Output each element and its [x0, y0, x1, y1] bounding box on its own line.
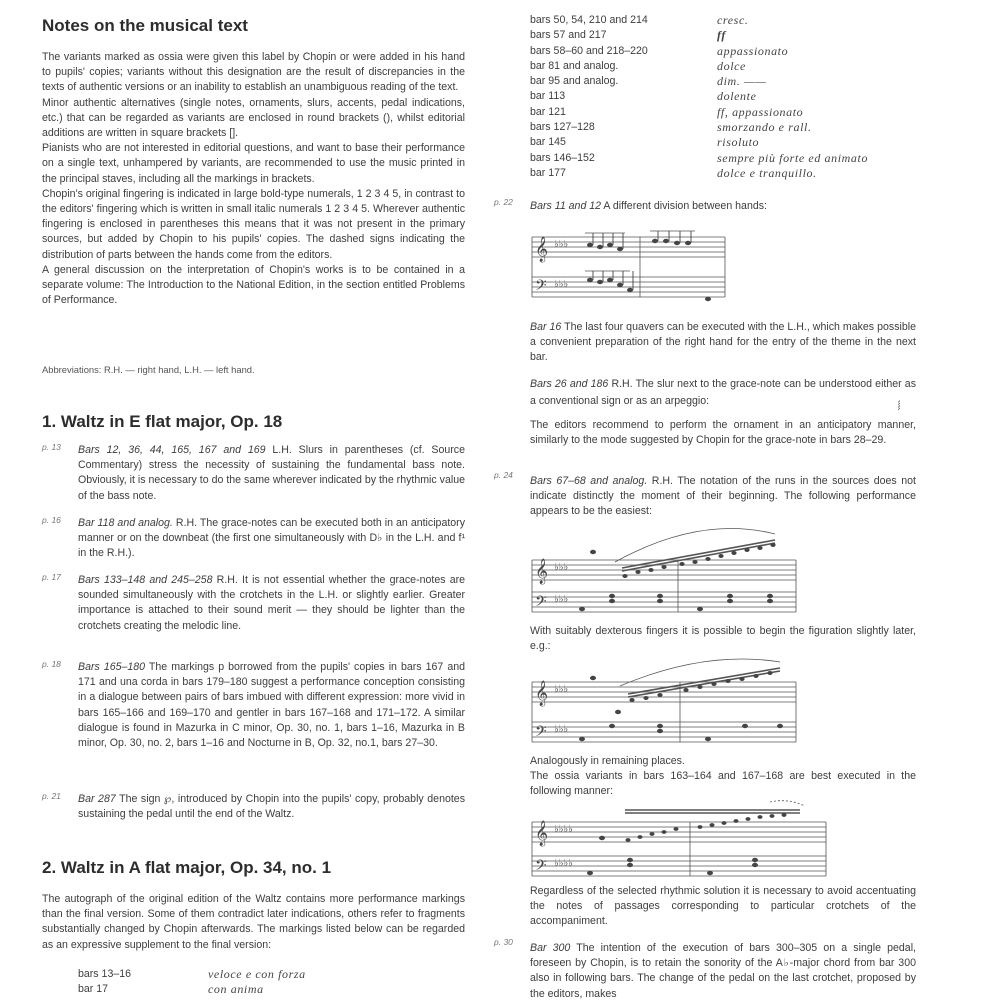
bars-cell: bar 177 — [530, 166, 566, 179]
entry-lead: Bars 165–180 — [78, 661, 146, 673]
page-ref: p. 13 — [42, 442, 61, 452]
commentary-entry — [78, 792, 465, 822]
section-title: 2. Waltz in A flat major, Op. 34, no. 1 — [42, 858, 332, 877]
svg-text:♭♭♭: ♭♭♭ — [554, 239, 569, 250]
commentary-entry: With suitably dexterous fingers it is possible to begin the figuration slightly later, e.g.: — [530, 625, 916, 653]
marking-cell: dim. —— — [717, 74, 767, 89]
entry-lead: Bars 12, 36, 44, 165, 167 and 169 — [78, 444, 266, 456]
marking-cell: cresc. — [717, 13, 749, 27]
marking-cell: ff, appassionato — [717, 104, 804, 119]
section-title: 1. Waltz in E flat major, Op. 18 — [42, 412, 283, 431]
page-ref: p. 16 — [42, 515, 61, 525]
entry-lead: Bars 67–68 and analog. — [530, 475, 648, 487]
markings-row — [530, 105, 868, 120]
svg-text:𝄞: 𝄞 — [535, 681, 549, 706]
marking-cell: dolente — [717, 89, 757, 104]
svg-text:𝄢: 𝄢 — [535, 857, 547, 878]
svg-text:𝄢: 𝄢 — [535, 723, 547, 744]
music-example — [530, 652, 800, 750]
entry-text: A different division between hands: — [601, 200, 767, 212]
page-ref: p. 18 — [42, 659, 61, 669]
bars-cell: bars 50, 54, 210 and 214 — [530, 14, 648, 26]
bars-cell: bars 13–16 — [78, 968, 132, 980]
svg-text:𝄞: 𝄞 — [535, 237, 549, 262]
music-example — [530, 225, 730, 307]
entry-lead: Bar 118 and analog. — [78, 517, 173, 529]
page-ref: p. 30 — [494, 937, 513, 947]
page-ref: p. 24 — [494, 470, 513, 480]
page-ref: p. 17 — [42, 572, 61, 582]
marking-cell: dolce — [717, 58, 746, 73]
commentary-entry — [530, 941, 916, 1002]
commentary-entry — [78, 660, 465, 751]
svg-text:♭♭♭♭: ♭♭♭♭ — [554, 858, 573, 869]
abbreviations: Abbreviations: R.H. — right hand, L.H. — left hand. — [42, 364, 255, 375]
svg-text:♭♭♭: ♭♭♭ — [554, 724, 569, 735]
entry-lead: Bar 16 — [530, 321, 562, 333]
entry-text: The sign ℘, introduced by Chopin into the pupils' copy, probably denotes sustaining the pedal until the end of the Waltz. — [78, 793, 465, 821]
music-example — [530, 520, 800, 620]
markings-row — [530, 13, 868, 28]
intro-paragraph: Pianists who are not interested in editorial questions, and want to base their performance on a single text, unhampered by variants, are recommended to use the music printed in the principal staves, including all the markings in brackets. — [42, 142, 465, 185]
svg-text:𝄞: 𝄞 — [535, 559, 549, 584]
marking-cell: ff — [717, 28, 726, 43]
bars-cell: bar 113 — [530, 90, 566, 103]
svg-text:♭♭♭♭: ♭♭♭♭ — [554, 824, 573, 835]
markings-table — [530, 13, 868, 181]
commentary-entry — [530, 320, 916, 366]
markings-row — [530, 120, 868, 135]
marking-cell: con anima — [208, 982, 264, 997]
entry-text: R.H. It is not essential whether the grace-notes are sounded simultaneously with the crotchets in the L.H. or slightly earlier. Greater importance is attached to their sound merit — they should be lighter than the crotchets creating the melodic line. — [78, 574, 466, 632]
markings-row — [78, 967, 306, 982]
arpeggio-sign-icon: 𝆃 — [898, 398, 901, 413]
intro-block — [42, 50, 465, 308]
page-title: Notes on the musical text — [42, 16, 248, 35]
intro-paragraph: A general discussion on the interpretation of Chopin's works is to be contained in a separate volume: The Introduction to the National Edition, in the section entitled Problems of Performance. — [42, 263, 465, 307]
markings-row — [530, 44, 868, 59]
svg-text:𝄢: 𝄢 — [535, 277, 547, 298]
svg-text:♭♭♭: ♭♭♭ — [554, 562, 569, 573]
bars-cell: bars 57 and 217 — [530, 29, 607, 42]
intro-paragraph: The variants marked as ossia were given this label by Chopin or were added in his hand to pupils' copies; variants without this designation are the result of discrepancies in the texts of authentic versions or an inability to establish an unambiguous reading of the text. — [42, 51, 465, 94]
entry-lead: Bars 26 and 186 — [530, 378, 609, 390]
marking-cell: veloce e con forza — [208, 967, 306, 981]
commentary-entry — [530, 376, 916, 410]
markings-row — [78, 982, 306, 997]
markings-row — [530, 135, 868, 150]
bars-cell: bar 121 — [530, 105, 566, 118]
marking-cell: appassionato — [717, 43, 789, 58]
bars-cell: bars 127–128 — [530, 121, 595, 134]
section-paragraph: The autograph of the original edition of the Waltz contains more performance markings than the final version. Some of them contradict later indications, others refer to fragments substantially changed by Chopin afterwards. The markings listed below can be regarded as an expressive supplement to the final version: — [42, 893, 465, 951]
bars-cell: bar 95 and analog. — [530, 75, 619, 88]
bars-cell: bar 145 — [530, 136, 566, 149]
markings-row — [530, 89, 868, 104]
entry-lead: Bar 287 — [78, 793, 116, 805]
intro-paragraph: Minor authentic alternatives (single notes, ornaments, slurs, accents, pedal indications, etc.) that can be regarded as variants are enclosed in round brackets (), whilst editorial additions are written in square brackets []. — [42, 96, 465, 140]
commentary-entry — [530, 474, 916, 520]
svg-text:𝄞: 𝄞 — [535, 821, 549, 846]
marking-cell: dolce e tranquillo. — [717, 165, 817, 180]
entry-lead: Bars 133–148 and 245–258 — [78, 574, 213, 586]
markings-row — [530, 28, 868, 43]
markings-table — [78, 967, 306, 998]
markings-row — [530, 166, 868, 181]
page-ref: p. 22 — [494, 197, 513, 207]
commentary-entry — [78, 573, 465, 634]
bars-cell: bar 17 — [78, 983, 109, 996]
bars-cell: bars 146–152 — [530, 151, 595, 164]
commentary-entry: Analogously in remaining places. — [530, 755, 685, 767]
commentary-entry — [78, 516, 465, 562]
markings-row — [530, 151, 868, 166]
svg-text:♭♭♭: ♭♭♭ — [554, 594, 569, 605]
commentary-entry: The ossia variants in bars 163–164 and 167–168 are best executed in the following manner: — [530, 770, 916, 798]
marking-cell: smorzando e rall. — [717, 120, 812, 135]
svg-text:♭♭♭: ♭♭♭ — [554, 279, 569, 290]
entry-text: The last four quavers can be executed with the L.H., which makes possible a convenient preparation of the right hand for the entry of the theme in the next bar. — [530, 321, 916, 364]
svg-text:♭♭♭: ♭♭♭ — [554, 684, 569, 695]
marking-cell: sempre più forte ed animato — [717, 150, 869, 165]
svg-text:𝄢: 𝄢 — [535, 593, 547, 614]
entry-text: The markings p borrowed from the pupils' copies in bars 167 and 171 and una corda in bars 179–180 suggest a performance conception consisting in a dialogue between pairs of bars imbued with different expression: more vivid in bars 165–166 and 169–170 and gentler in bars 167–168 and 171–172. A similar dialogue is found in Mazurka in C minor, Op. 30, no. 1, bars 1–16, Mazurka in B minor, Op. 30, no. 2, bars 1–16 and Nocturne in B, Op. 32, no.1, bars 27–30. — [78, 661, 466, 750]
entry-text: R.H. The notation of the runs in the sources does not indicate distinctly the moment of their beginning. The following performance appears to be the easiest: — [530, 475, 916, 518]
commentary-entry: Regardless of the selected rhythmic solution it is necessary to avoid accentuating the notes of passages corresponding to particular crotchets of the accompaniment. — [530, 885, 916, 928]
entry-lead: Bars 11 and 12 — [530, 200, 602, 212]
entry-text: R.H. The grace-notes can be executed both in an anticipatory manner or on the downbeat (the first one simultaneously with D♭ in the L.H. and f¹ in the R.H.). — [78, 517, 466, 560]
entry-text: R.H. The slur next to the grace-note can be understood either as a conventional sign or as an arpeggio: — [530, 378, 916, 407]
commentary-entry: The editors recommend to perform the ornament in an anticipatory manner, similarly to the mode suggested by Chopin for the grace-note in bars 28–29. — [530, 419, 916, 447]
markings-row — [530, 59, 868, 74]
commentary-entry — [530, 199, 916, 214]
intro-paragraph: Chopin's original fingering is indicated in large bold-type numerals, 1 2 3 4 5, in contrast to the editors' fingering which is written in small italic numerals 1 2 3 4 5. Wherever authentic fingering is enclosed in parentheses this means that it was not present in the primary sources, but added by Chopin to his pupils' copies. The dashed signs indicating the distribution of parts between the hands come from the editors. — [42, 187, 465, 261]
markings-row — [530, 74, 868, 89]
bars-cell: bars 58–60 and 218–220 — [530, 44, 648, 57]
bars-cell: bar 81 and analog. — [530, 59, 619, 72]
commentary-entry — [78, 443, 465, 504]
entry-text: The intention of the execution of bars 300–305 on a single pedal, foreseen by Chopin, is to retain the sonority of the A♭-major chord from bar 300 also in following bars. The change of the pedal on the last crotchet, proposed by the editors, makes — [530, 942, 916, 1000]
entry-text: L.H. Slurs in parentheses (cf. Source Commentary) stress the necessity of sustaining the fundamental bass note. Obviously, it is necessary to do the same wherever indicated by the rhythmic value of the bass note. — [78, 444, 465, 502]
marking-cell: risoluto — [717, 135, 760, 150]
page-ref: p. 21 — [42, 791, 61, 801]
music-example — [530, 798, 830, 882]
entry-lead: Bar 300 — [530, 942, 571, 954]
